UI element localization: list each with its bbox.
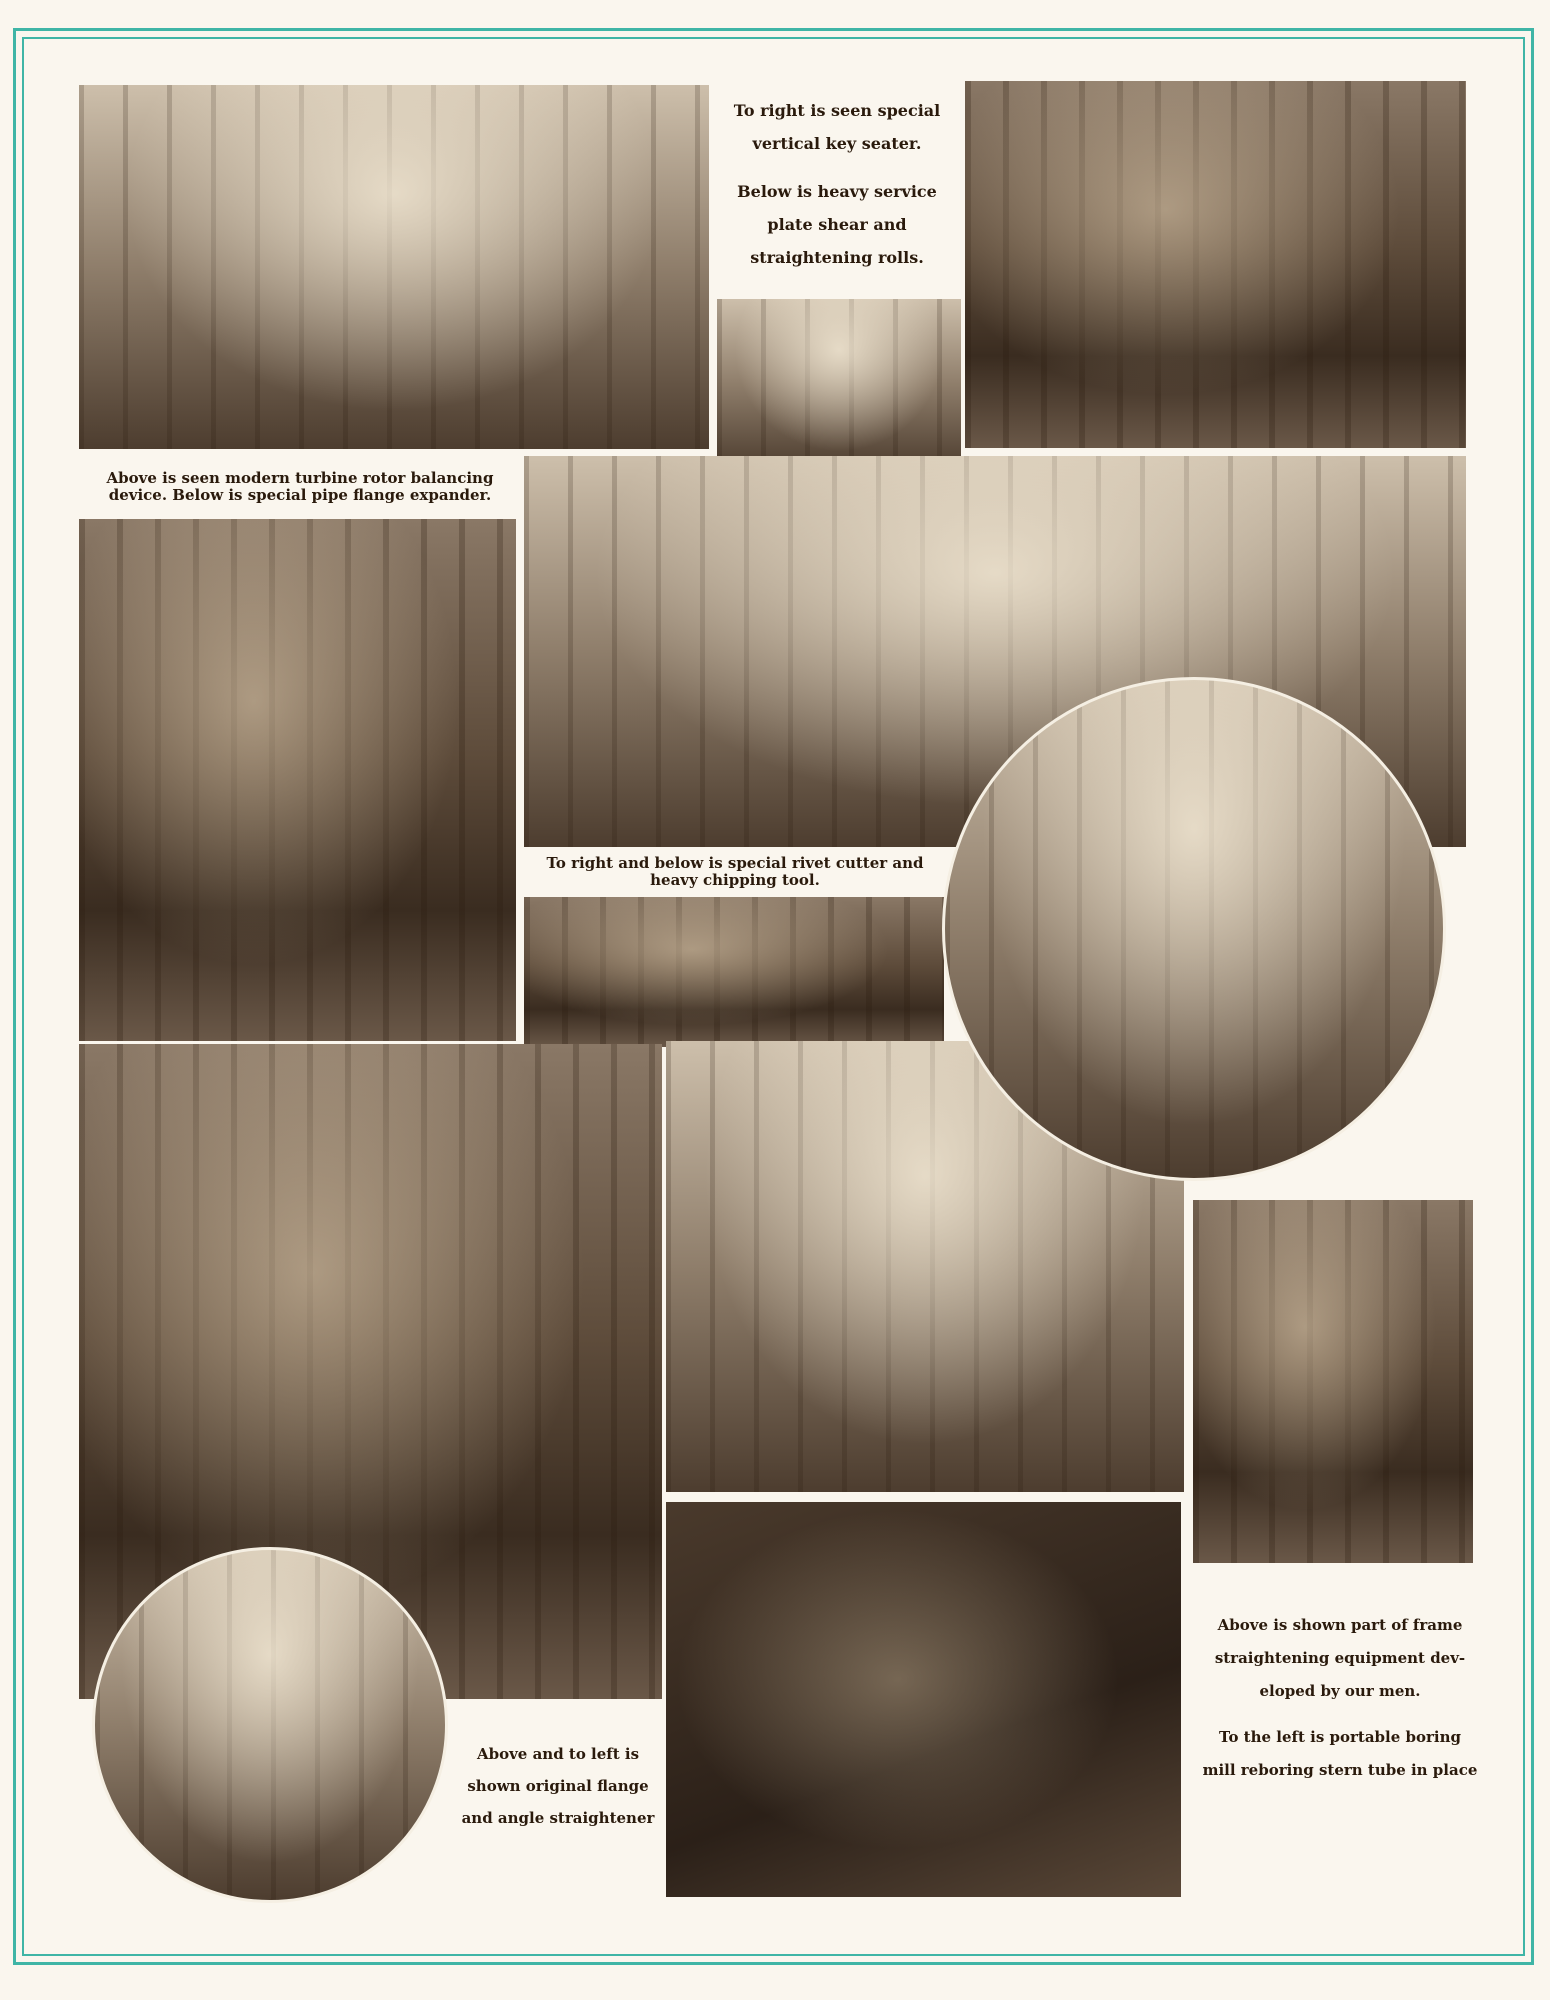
photo-rivet-cutter-upper <box>524 897 944 1047</box>
caption-flange-straightener <box>452 1738 664 1834</box>
photo-turbine-rotor-balancing <box>79 85 709 449</box>
caption-line: mill reboring stern tube in place <box>1202 1761 1478 1779</box>
caption-line: shown original flange <box>467 1777 649 1795</box>
caption-line: vertical key seater. <box>752 134 922 153</box>
caption-line: eloped by our men. <box>1259 1682 1421 1700</box>
caption-line: Below is heavy service <box>737 182 937 201</box>
photo-pipe-flange-expander <box>79 519 516 1041</box>
caption-rivet-cutter <box>530 855 940 889</box>
caption-line: To right is seen special <box>733 101 941 120</box>
caption-line: Above and to left is <box>476 1745 640 1763</box>
caption-line: and angle straightener <box>461 1809 655 1827</box>
photo-straightener-tools-circle <box>92 1547 448 1903</box>
caption-line: heavy chipping tool. <box>650 871 820 889</box>
caption-line: plate shear and <box>767 215 907 234</box>
caption-line: Above is shown part of frame <box>1217 1616 1463 1634</box>
caption-line: To right and below is special rivet cutter and <box>546 854 924 872</box>
photo-plate-shear-top <box>717 299 961 469</box>
caption-key-seater-plate-shear <box>713 94 961 274</box>
caption-frame-boring-mill <box>1195 1609 1485 1787</box>
caption-line: To the left is portable boring <box>1219 1728 1461 1746</box>
caption-line: Above is seen modern turbine rotor balancing <box>106 469 494 487</box>
photo-frame-straightening <box>1193 1200 1473 1563</box>
photo-boring-mill <box>666 1502 1181 1897</box>
caption-line: device. Below is special pipe flange expander. <box>108 486 492 504</box>
photo-vertical-key-seater <box>965 81 1466 448</box>
caption-line: straightening rolls. <box>750 248 924 267</box>
caption-line: straightening equipment dev- <box>1214 1649 1466 1667</box>
photo-rivet-cutter-circle <box>942 677 1446 1181</box>
caption-turbine-pipe-flange <box>85 470 515 504</box>
